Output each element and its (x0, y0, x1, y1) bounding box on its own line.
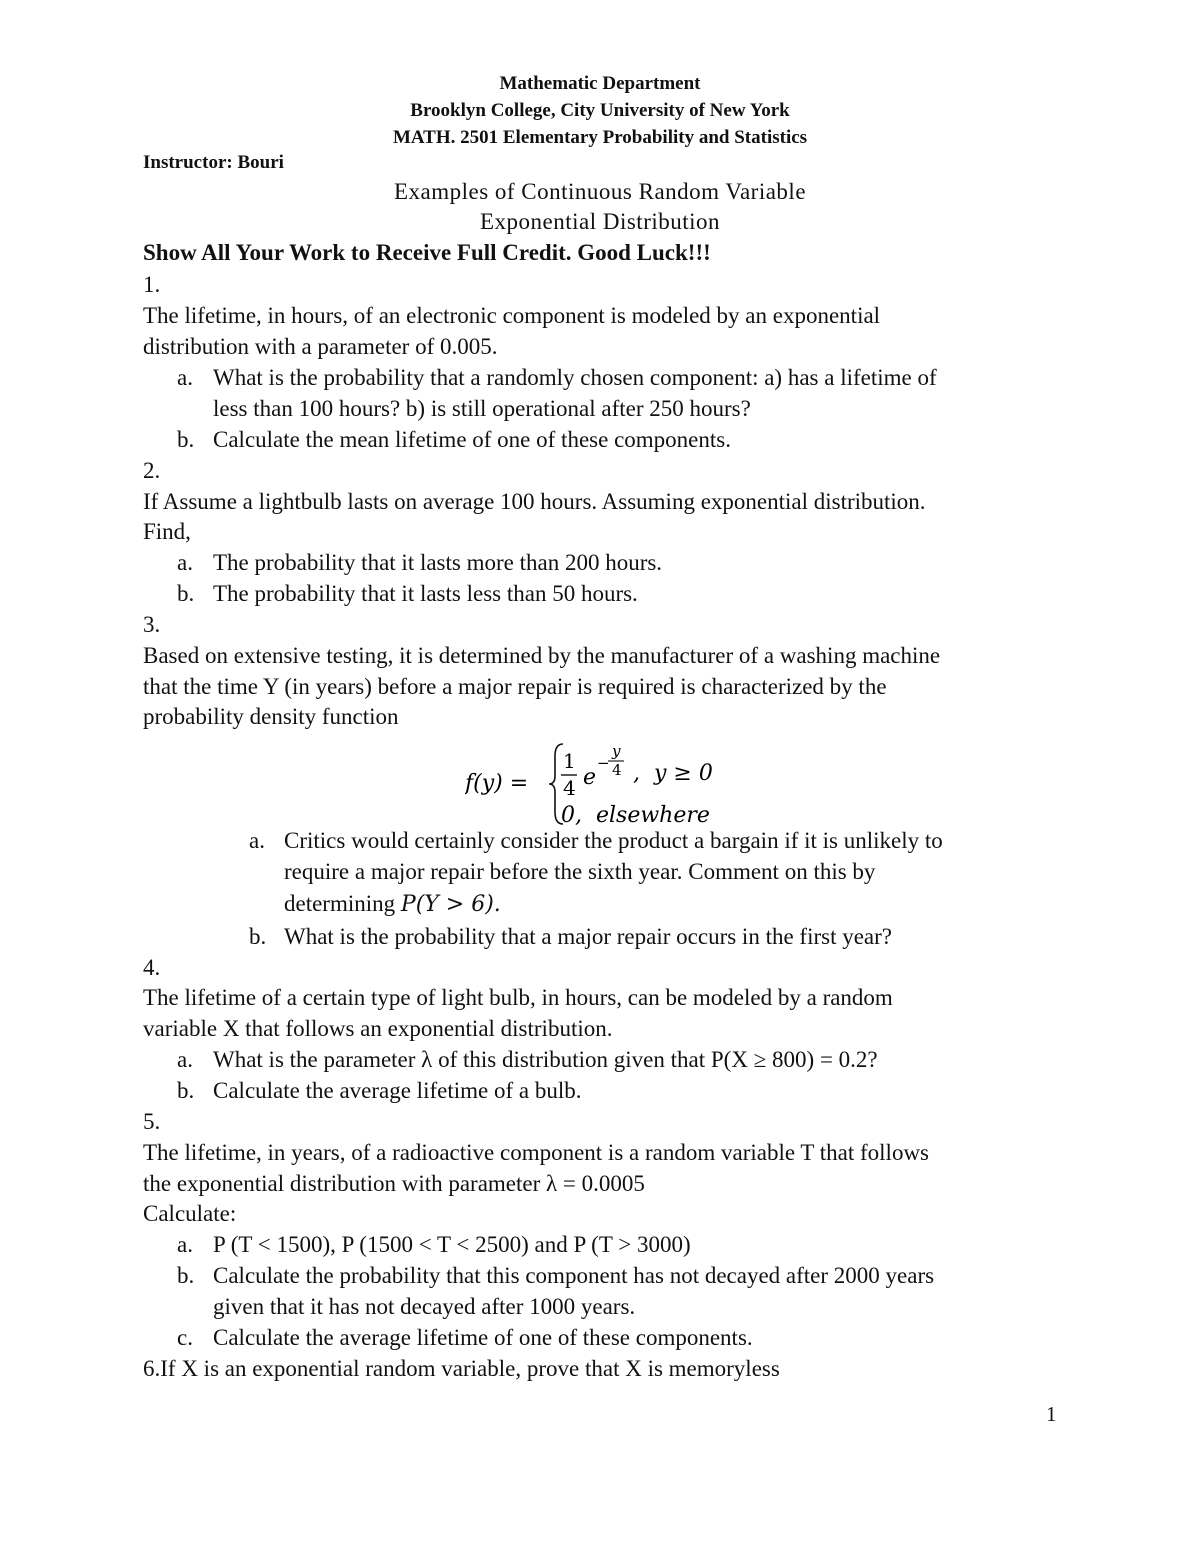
problem-1-text: distribution with a parameter of 0.005. (143, 334, 498, 359)
title-line-1: Examples of Continuous Random Variable (393, 179, 807, 204)
pdf-formula (465, 738, 765, 828)
problem-3a-text: Critics would certainly consider the product a bargain if it is unlikely to (284, 828, 943, 853)
problem-1a-text: What is the probability that a randomly chosen component: a) has a lifetime of (213, 365, 937, 390)
title-line-2: Exponential Distribution (479, 209, 721, 234)
probability-expression: P(Y > 6). (400, 892, 501, 917)
problem-2-number: 2. (143, 458, 161, 483)
problem-4-number: 4. (143, 955, 161, 980)
problem-2a-text: The probability that it lasts more than 200 hours. (213, 550, 663, 575)
list-marker: b. (177, 1263, 195, 1288)
exponent-denominator: 4 (612, 761, 622, 779)
list-marker: a. (177, 1232, 193, 1257)
problem-1a-text: less than 100 hours? b) is still operational after 250 hours? (213, 396, 751, 421)
problem-1-number: 1. (143, 272, 161, 297)
problem-5b-text: given that it has not decayed after 1000 years. (213, 1294, 636, 1319)
list-marker: b. (177, 427, 195, 452)
list-marker: b. (177, 1078, 195, 1103)
list-marker: a. (177, 1047, 193, 1072)
problem-5a-text: P (T < 1500), P (1500 < T < 2500) and P (T > 3000) (213, 1232, 691, 1257)
problem-4-text: variable X that follows an exponential distribution. (143, 1016, 613, 1041)
instructor-label: Instructor: Bouri (143, 152, 284, 173)
list-marker: b. (177, 581, 195, 606)
problem-1-text: The lifetime, in hours, of an electronic component is modeled by an exponential (143, 303, 881, 328)
problem-5-text: Calculate: (143, 1201, 237, 1226)
exponent-sign: − (597, 754, 610, 772)
problem-4-text: The lifetime of a certain type of light bulb, in hours, can be modeled by a random (143, 985, 893, 1010)
problem-5c-text: Calculate the average lifetime of one of these components. (213, 1325, 753, 1350)
fraction-numerator: 1 (563, 749, 576, 773)
formula-condition: , y ≥ 0 (633, 761, 713, 786)
instruction-line: Show All Your Work to Receive Full Credit. Good Luck!!! (143, 240, 711, 265)
list-marker: a. (177, 365, 193, 390)
list-marker: c. (177, 1325, 193, 1350)
problem-5-number: 5. (143, 1109, 161, 1134)
list-marker: b. (249, 924, 267, 949)
exponential-base: e (583, 765, 597, 790)
problem-3-text: Based on extensive testing, it is determined by the manufacturer of a washing machine (143, 643, 941, 668)
problem-2-text: If Assume a lightbulb lasts on average 100 hours. Assuming exponential distribution. (143, 489, 926, 514)
page-number: 1 (1046, 1402, 1057, 1426)
problem-6-text: 6.If X is an exponential random variable, prove that X is memoryless (143, 1356, 780, 1381)
problem-4b-text: Calculate the average lifetime of a bulb. (213, 1078, 582, 1103)
problem-1b-text: Calculate the mean lifetime of one of these components. (213, 427, 731, 452)
problem-2-text: Find, (143, 519, 191, 544)
college-heading: Brooklyn College, City University of New York (410, 100, 790, 121)
problem-5b-text: Calculate the probability that this component has not decayed after 2000 years (213, 1263, 935, 1288)
problem-3a-text: require a major repair before the sixth year. Comment on this by (284, 859, 876, 884)
course-heading: MATH. 2501 Elementary Probability and Statistics (392, 127, 808, 148)
problem-2b-text: The probability that it lasts less than 50 hours. (213, 581, 638, 606)
list-marker: a. (177, 550, 193, 575)
problem-3b-text: What is the probability that a major repair occurs in the first year? (284, 924, 892, 949)
fraction-denominator: 4 (563, 776, 576, 800)
formula-lhs: f(y) = (465, 771, 529, 796)
problem-3-text: probability density function (143, 704, 399, 729)
problem-5-text: The lifetime, in years, of a radioactive component is a random variable T that follows (143, 1140, 930, 1165)
problem-3-number: 3. (143, 612, 161, 637)
problem-3-text: that the time Y (in years) before a major repair is required is characterized by the (143, 674, 887, 699)
department-heading: Mathematic Department (499, 73, 701, 94)
exponent-numerator: y (612, 742, 621, 760)
problem-3a-text (284, 891, 501, 917)
problem-5-text: the exponential distribution with parameter λ = 0.0005 (143, 1171, 645, 1196)
list-marker: a. (249, 828, 265, 853)
problem-3a-prefix: determining (284, 891, 401, 916)
problem-4a-text: What is the parameter λ of this distribution given that P(X ≥ 800) = 0.2? (213, 1047, 878, 1072)
formula-otherwise-case: 0, elsewhere (561, 803, 710, 828)
